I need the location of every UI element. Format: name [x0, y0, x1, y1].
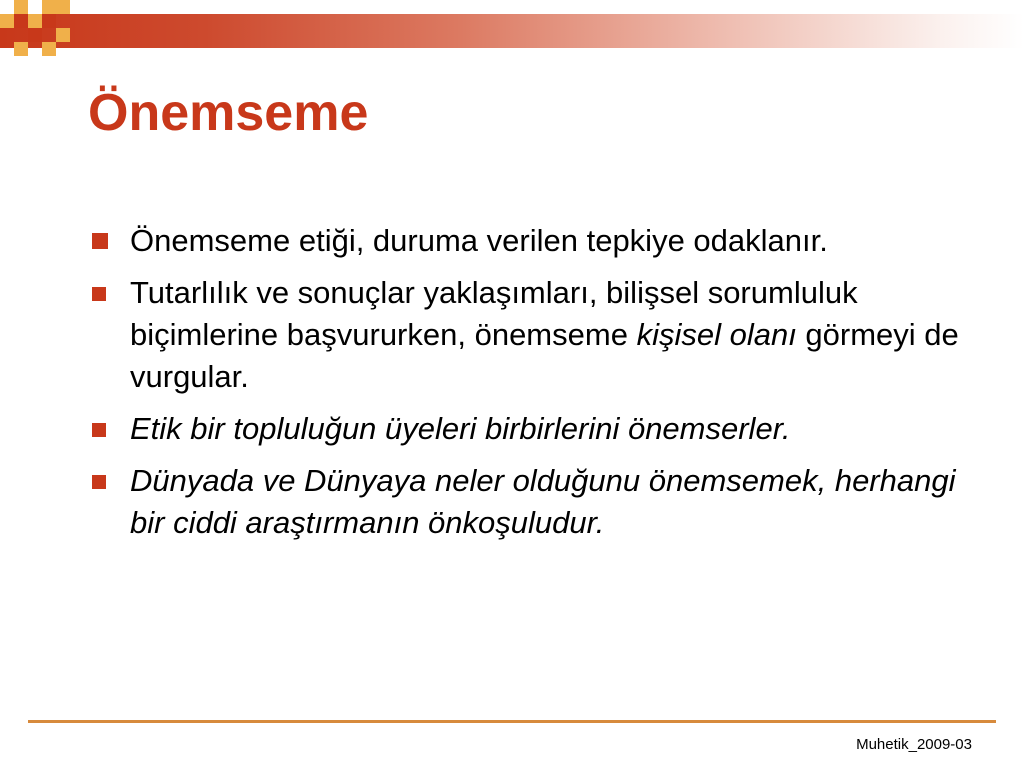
- bullet-text: Önemseme etiği, duruma verilen tepkiye odaklanır.: [130, 223, 828, 258]
- deco-square: [42, 0, 56, 14]
- bullet-text: [130, 275, 959, 394]
- bullet-text-part: Tutarlılık ve sonuçlar yaklaşımları, bilişsel sorumluluk biçimlerine başvururken, önemseme: [130, 275, 858, 352]
- footer-label: Muhetik_2009-03: [856, 736, 972, 753]
- deco-square: [14, 0, 28, 14]
- bullet-text: Etik bir topluluğun üyeleri birbirlerini önemserler.: [130, 411, 791, 446]
- deco-square: [42, 14, 56, 28]
- deco-square: [56, 28, 70, 42]
- square-bullet-icon: [92, 233, 108, 249]
- deco-square: [28, 28, 42, 42]
- deco-square: [14, 14, 28, 28]
- bullet-text: Dünyada ve Dünyaya neler olduğunu önemsemek, herhangi bir ciddi araştırmanın önkoşuludur.: [130, 463, 956, 540]
- deco-square: [0, 14, 14, 28]
- square-bullet-icon: [92, 475, 106, 489]
- footer-divider: [28, 720, 996, 723]
- decorative-squares: [0, 0, 80, 62]
- slide-title: Önemseme: [88, 84, 369, 142]
- bullet-list: [92, 220, 992, 554]
- top-gradient-band: [0, 14, 1024, 48]
- deco-square: [28, 14, 42, 28]
- deco-square: [42, 42, 56, 56]
- bullet-item: [92, 272, 992, 398]
- bullet-item: [92, 408, 992, 450]
- square-bullet-icon: [92, 423, 106, 437]
- bullet-text-emphasis: kişisel olanı: [636, 317, 797, 352]
- deco-square: [14, 42, 28, 56]
- deco-square: [56, 0, 70, 14]
- bullet-item: [92, 460, 992, 544]
- bullet-text-part: görmeyi de vurgular.: [130, 317, 959, 394]
- square-bullet-icon: [92, 287, 106, 301]
- bullet-item: [92, 220, 992, 262]
